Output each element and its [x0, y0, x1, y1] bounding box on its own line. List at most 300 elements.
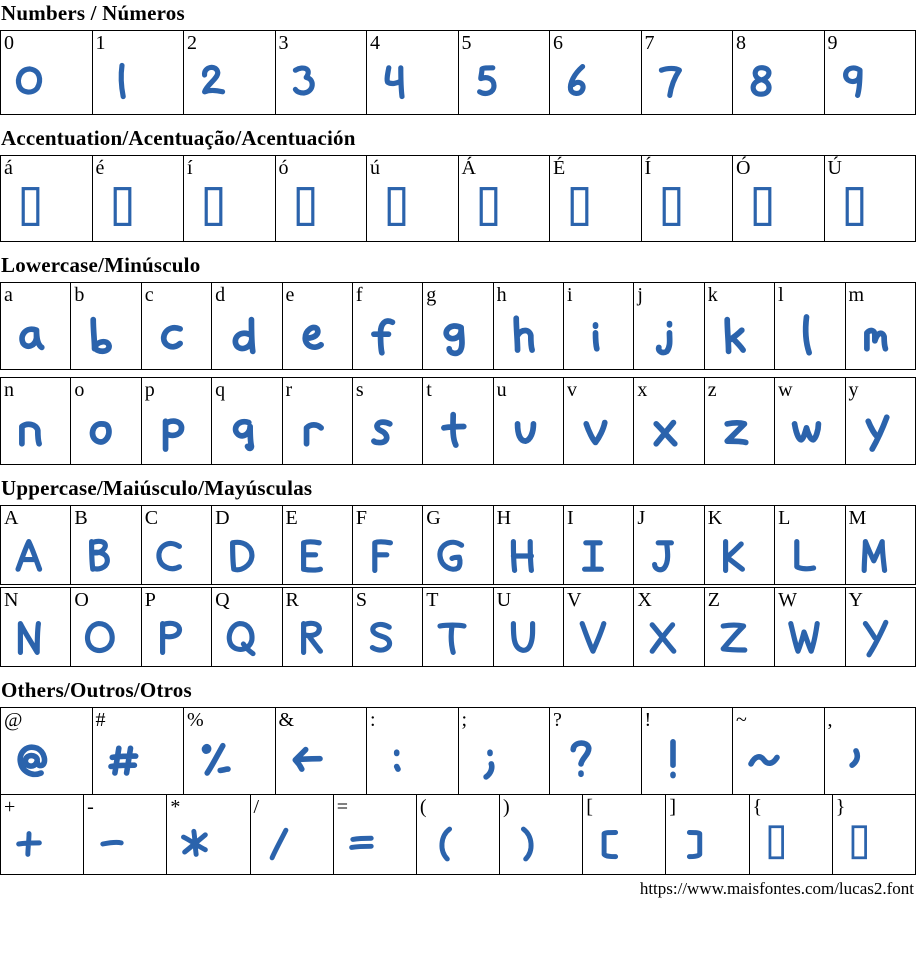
section-title: Others/Outros/Otros	[1, 678, 192, 702]
glyph-table-others-row0	[0, 707, 916, 795]
handwritten-glyph	[6, 57, 68, 105]
character-label: s	[355, 379, 364, 401]
glyph-cell	[212, 283, 282, 370]
glyph-cell	[84, 795, 167, 875]
glyph-cell	[92, 156, 184, 242]
character-label: ,	[827, 709, 833, 731]
handwritten-glyph	[189, 57, 251, 105]
character-label: l	[778, 284, 784, 306]
handwritten-glyph	[851, 309, 907, 362]
character-label: a	[4, 284, 13, 306]
glyph-cell	[184, 156, 276, 242]
handwritten-glyph	[505, 821, 563, 867]
glyph-cell	[141, 378, 211, 465]
glyph-cell	[1, 31, 93, 115]
missing-glyph-box	[738, 182, 800, 235]
character-label: Z	[707, 589, 720, 611]
character-label: =	[336, 796, 348, 818]
character-label: F	[355, 507, 367, 529]
handwritten-glyph	[428, 309, 484, 362]
character-label: :	[370, 709, 376, 731]
character-label: +	[4, 796, 16, 818]
handwritten-glyph	[555, 57, 617, 105]
glyph-cell	[352, 378, 422, 465]
handwritten-glyph	[372, 734, 430, 786]
character-label: j	[637, 284, 643, 306]
handwritten-glyph	[6, 309, 62, 362]
glyph-cell	[564, 283, 634, 370]
handwritten-glyph	[98, 57, 160, 105]
character-label: U	[496, 589, 512, 611]
handwritten-glyph	[98, 734, 156, 786]
glyph-cell	[493, 378, 563, 465]
handwritten-glyph	[851, 532, 907, 580]
glyph-cell	[704, 588, 774, 667]
character-label: &	[278, 709, 295, 731]
glyph-cell	[275, 708, 367, 795]
character-label: J	[637, 507, 646, 529]
glyph-cell	[564, 506, 634, 585]
character-label: Ó	[736, 157, 751, 179]
glyph-cell	[641, 156, 733, 242]
glyph-cell	[775, 588, 845, 667]
character-label: 9	[827, 32, 838, 54]
character-label: Á	[461, 157, 476, 179]
character-label: í	[187, 157, 193, 179]
character-label: h	[496, 284, 507, 306]
glyph-cell	[733, 708, 825, 795]
handwritten-glyph	[464, 734, 522, 786]
character-label: B	[74, 507, 88, 529]
character-label: D	[215, 507, 230, 529]
glyph-cell	[634, 283, 704, 370]
handwritten-glyph	[569, 309, 625, 362]
glyph-cell	[704, 506, 774, 585]
glyph-cell	[458, 708, 550, 795]
glyph-cell	[1, 795, 84, 875]
handwritten-glyph	[281, 57, 343, 105]
character-label: A	[4, 507, 19, 529]
glyph-cell	[282, 506, 352, 585]
character-label: I	[567, 507, 574, 529]
section-title: Uppercase/Maiúsculo/Mayúsculas	[1, 476, 313, 500]
character-label: *	[170, 796, 181, 818]
glyph-cell	[704, 378, 774, 465]
handwritten-glyph	[6, 821, 64, 867]
glyph-cell	[212, 588, 282, 667]
character-label: t	[426, 379, 432, 401]
glyph-cell	[845, 283, 916, 370]
glyph-cell	[71, 378, 141, 465]
handwritten-glyph	[6, 614, 62, 662]
handwritten-glyph	[555, 734, 613, 786]
handwritten-glyph	[851, 614, 907, 662]
missing-glyph-box	[838, 821, 896, 867]
glyph-cell	[832, 795, 915, 875]
handwritten-glyph	[372, 57, 434, 105]
character-label: u	[496, 379, 507, 401]
handwritten-glyph	[422, 821, 480, 867]
handwritten-glyph	[647, 734, 705, 786]
handwritten-glyph	[147, 532, 203, 580]
glyph-cell	[1, 283, 71, 370]
glyph-cell	[1, 156, 93, 242]
glyph-cell	[71, 506, 141, 585]
glyph-cell	[282, 378, 352, 465]
section-title: Accentuation/Acentuação/Acentuación	[1, 126, 356, 150]
glyph-cell	[550, 31, 642, 115]
character-label: ú	[370, 157, 380, 179]
character-label: @	[4, 709, 23, 731]
character-label: m	[848, 284, 865, 306]
missing-glyph-box	[830, 182, 892, 235]
glyph-cell	[1, 378, 71, 465]
character-label: Q	[215, 589, 230, 611]
glyph-cell	[666, 795, 749, 875]
character-label: ]	[669, 796, 677, 818]
character-label: q	[215, 379, 226, 401]
character-label: [	[586, 796, 593, 818]
character-label: é	[95, 157, 105, 179]
character-label: 5	[461, 32, 472, 54]
character-label: b	[74, 284, 85, 306]
missing-glyph-box	[464, 182, 526, 235]
character-label: w	[778, 379, 793, 401]
glyph-cell	[333, 795, 416, 875]
character-label: H	[496, 507, 512, 529]
glyph-cell	[367, 708, 459, 795]
glyph-cell	[250, 795, 333, 875]
character-label: o	[74, 379, 85, 401]
handwritten-glyph	[288, 309, 344, 362]
missing-glyph-box	[555, 182, 617, 235]
handwritten-glyph	[499, 532, 555, 580]
character-label: á	[4, 157, 13, 179]
character-label: 2	[187, 32, 197, 54]
handwritten-glyph	[499, 309, 555, 362]
missing-glyph-box	[647, 182, 709, 235]
glyph-cell	[564, 378, 634, 465]
handwritten-glyph	[639, 309, 695, 362]
glyph-cell	[416, 795, 499, 875]
glyph-cell	[275, 156, 367, 242]
glyph-cell	[733, 31, 825, 115]
character-label: N	[4, 589, 19, 611]
character-label: Y	[848, 589, 863, 611]
glyph-cell	[423, 588, 493, 667]
missing-glyph-box	[281, 182, 343, 235]
glyph-cell	[500, 795, 583, 875]
glyph-cell	[733, 156, 825, 242]
handwritten-glyph	[710, 532, 766, 580]
handwritten-glyph	[780, 404, 836, 457]
character-label: M	[848, 507, 867, 529]
glyph-cell	[423, 506, 493, 585]
character-label: P	[144, 589, 156, 611]
glyph-cell	[634, 506, 704, 585]
character-label: É	[553, 157, 566, 179]
glyph-cell	[458, 31, 550, 115]
character-label: c	[144, 284, 154, 306]
character-label: V	[567, 589, 582, 611]
character-label: z	[707, 379, 717, 401]
glyph-cell	[1, 506, 71, 585]
handwritten-glyph	[172, 821, 230, 867]
glyph-table-lowercase-row1	[0, 377, 916, 465]
specimen-section-others	[0, 679, 916, 875]
handwritten-glyph	[358, 532, 414, 580]
handwritten-glyph	[671, 821, 729, 867]
character-label: O	[74, 589, 89, 611]
glyph-cell	[775, 506, 845, 585]
character-label: 0	[4, 32, 14, 54]
handwritten-glyph	[281, 734, 339, 786]
glyph-cell	[824, 708, 916, 795]
missing-glyph-box	[372, 182, 434, 235]
character-label: W	[778, 589, 798, 611]
glyph-cell	[167, 795, 250, 875]
character-label: g	[426, 284, 437, 306]
character-label: X	[637, 589, 652, 611]
glyph-cell	[352, 588, 422, 667]
character-label: {	[752, 796, 763, 818]
character-label: ;	[461, 709, 468, 731]
glyph-cell	[282, 588, 352, 667]
glyph-table-others-row1	[0, 794, 916, 875]
glyph-cell	[184, 708, 276, 795]
glyph-cell	[367, 31, 459, 115]
handwritten-glyph	[780, 309, 836, 362]
handwritten-glyph	[6, 404, 62, 457]
handwritten-glyph	[358, 614, 414, 662]
handwritten-glyph	[217, 309, 273, 362]
glyph-cell	[775, 283, 845, 370]
character-label: e	[285, 284, 295, 306]
glyph-cell	[71, 588, 141, 667]
glyph-cell	[845, 378, 916, 465]
glyph-cell	[824, 31, 916, 115]
character-label: Ú	[827, 157, 842, 179]
glyph-cell	[92, 708, 184, 795]
section-title: Lowercase/Minúsculo	[1, 253, 201, 277]
character-label: 3	[278, 32, 289, 54]
glyph-cell	[423, 283, 493, 370]
handwritten-glyph	[147, 309, 203, 362]
specimen-section-lowercase	[0, 254, 916, 465]
handwritten-glyph	[710, 614, 766, 662]
glyph-cell	[704, 283, 774, 370]
handwritten-glyph	[288, 532, 344, 580]
handwritten-glyph	[738, 57, 800, 105]
glyph-cell	[493, 506, 563, 585]
handwritten-glyph	[499, 614, 555, 662]
glyph-table-accentuation-row0	[0, 155, 916, 242]
character-label: }	[835, 796, 846, 818]
source-url: https://www.maisfontes.com/lucas2.font	[639, 879, 914, 898]
character-label: y	[848, 379, 859, 401]
character-label: f	[355, 284, 363, 306]
character-label: r	[285, 379, 293, 401]
handwritten-glyph	[588, 821, 646, 867]
handwritten-glyph	[569, 404, 625, 457]
character-label: 4	[370, 32, 380, 54]
handwritten-glyph	[639, 532, 695, 580]
character-label: )	[503, 796, 510, 818]
glyph-cell	[141, 588, 211, 667]
character-label: v	[567, 379, 577, 401]
handwritten-glyph	[710, 404, 766, 457]
handwritten-glyph	[569, 532, 625, 580]
character-label: ?	[553, 709, 562, 731]
character-label: S	[355, 589, 367, 611]
handwritten-glyph	[464, 57, 526, 105]
specimen-section-numbers	[0, 2, 916, 115]
glyph-cell	[550, 708, 642, 795]
handwritten-glyph	[288, 404, 344, 457]
character-label: 6	[553, 32, 563, 54]
handwritten-glyph	[217, 614, 273, 662]
handwritten-glyph	[428, 532, 484, 580]
glyph-table-lowercase-row0	[0, 282, 916, 370]
character-label: R	[285, 589, 299, 611]
glyph-cell	[634, 378, 704, 465]
character-label: i	[567, 284, 573, 306]
character-label: /	[253, 796, 260, 818]
glyph-cell	[845, 588, 916, 667]
handwritten-glyph	[256, 821, 314, 867]
handwritten-glyph	[76, 614, 132, 662]
handwritten-glyph	[428, 614, 484, 662]
character-label: n	[4, 379, 14, 401]
handwritten-glyph	[6, 734, 64, 786]
glyph-cell	[92, 31, 184, 115]
glyph-cell	[458, 156, 550, 242]
glyph-cell	[352, 506, 422, 585]
glyph-cell	[775, 378, 845, 465]
character-label: d	[215, 284, 226, 306]
character-label: E	[285, 507, 298, 529]
specimen-section-uppercase	[0, 477, 916, 667]
handwritten-glyph	[428, 404, 484, 457]
handwritten-glyph	[339, 821, 397, 867]
character-label: k	[707, 284, 718, 306]
character-label: K	[707, 507, 723, 529]
handwritten-glyph	[358, 404, 414, 457]
handwritten-glyph	[6, 532, 62, 580]
character-label: 7	[644, 32, 655, 54]
section-title: Numbers / Números	[1, 1, 185, 25]
character-label: T	[426, 589, 439, 611]
handwritten-glyph	[288, 614, 344, 662]
glyph-cell	[824, 156, 916, 242]
glyph-cell	[212, 378, 282, 465]
font-specimen-page	[0, 2, 916, 977]
glyph-cell	[184, 31, 276, 115]
glyph-table-uppercase-row0	[0, 505, 916, 585]
glyph-cell	[845, 506, 916, 585]
glyph-cell	[550, 156, 642, 242]
handwritten-glyph	[358, 309, 414, 362]
character-label: %	[187, 709, 204, 731]
handwritten-glyph	[647, 57, 709, 105]
handwritten-glyph	[780, 532, 836, 580]
glyph-cell	[641, 31, 733, 115]
character-label: x	[637, 379, 648, 401]
handwritten-glyph	[830, 57, 892, 105]
handwritten-glyph	[147, 614, 203, 662]
glyph-cell	[423, 378, 493, 465]
handwritten-glyph	[738, 734, 796, 786]
character-label: 8	[736, 32, 746, 54]
character-label: #	[95, 709, 106, 731]
glyph-cell	[583, 795, 666, 875]
character-label: p	[144, 379, 155, 401]
glyph-cell	[212, 506, 282, 585]
handwritten-glyph	[189, 734, 247, 786]
character-label: !	[644, 709, 652, 731]
glyph-cell	[564, 588, 634, 667]
handwritten-glyph	[830, 734, 888, 786]
handwritten-glyph	[710, 309, 766, 362]
glyph-cell	[71, 283, 141, 370]
glyph-cell	[282, 283, 352, 370]
character-label: 1	[95, 32, 106, 54]
character-label: -	[87, 796, 94, 818]
handwritten-glyph	[569, 614, 625, 662]
missing-glyph-box	[6, 182, 68, 235]
glyph-cell	[352, 283, 422, 370]
glyph-cell	[749, 795, 832, 875]
glyph-cell	[493, 588, 563, 667]
handwritten-glyph	[639, 404, 695, 457]
glyph-table-uppercase-row1	[0, 587, 916, 667]
glyph-cell	[141, 283, 211, 370]
character-label: Í	[644, 157, 652, 179]
handwritten-glyph	[76, 309, 132, 362]
handwritten-glyph	[217, 404, 273, 457]
glyph-cell	[141, 506, 211, 585]
character-label: G	[426, 507, 441, 529]
character-label: ó	[278, 157, 289, 179]
handwritten-glyph	[76, 532, 132, 580]
glyph-cell	[634, 588, 704, 667]
glyph-cell	[1, 708, 93, 795]
glyph-table-numbers-row0	[0, 30, 916, 115]
character-label: (	[419, 796, 427, 818]
glyph-cell	[367, 156, 459, 242]
handwritten-glyph	[89, 821, 147, 867]
specimen-section-accentuation	[0, 127, 916, 242]
missing-glyph-box	[755, 821, 813, 867]
handwritten-glyph	[499, 404, 555, 457]
handwritten-glyph	[639, 614, 695, 662]
missing-glyph-box	[98, 182, 160, 235]
character-label: L	[778, 507, 791, 529]
character-label: ~	[736, 709, 747, 731]
glyph-cell	[641, 708, 733, 795]
specimen-sections	[0, 2, 916, 875]
missing-glyph-box	[189, 182, 251, 235]
glyph-cell	[493, 283, 563, 370]
glyph-cell	[275, 31, 367, 115]
handwritten-glyph	[76, 404, 132, 457]
handwritten-glyph	[217, 532, 273, 580]
glyph-cell	[1, 588, 71, 667]
handwritten-glyph	[780, 614, 836, 662]
handwritten-glyph	[147, 404, 203, 457]
handwritten-glyph	[851, 404, 907, 457]
character-label: C	[144, 507, 159, 529]
